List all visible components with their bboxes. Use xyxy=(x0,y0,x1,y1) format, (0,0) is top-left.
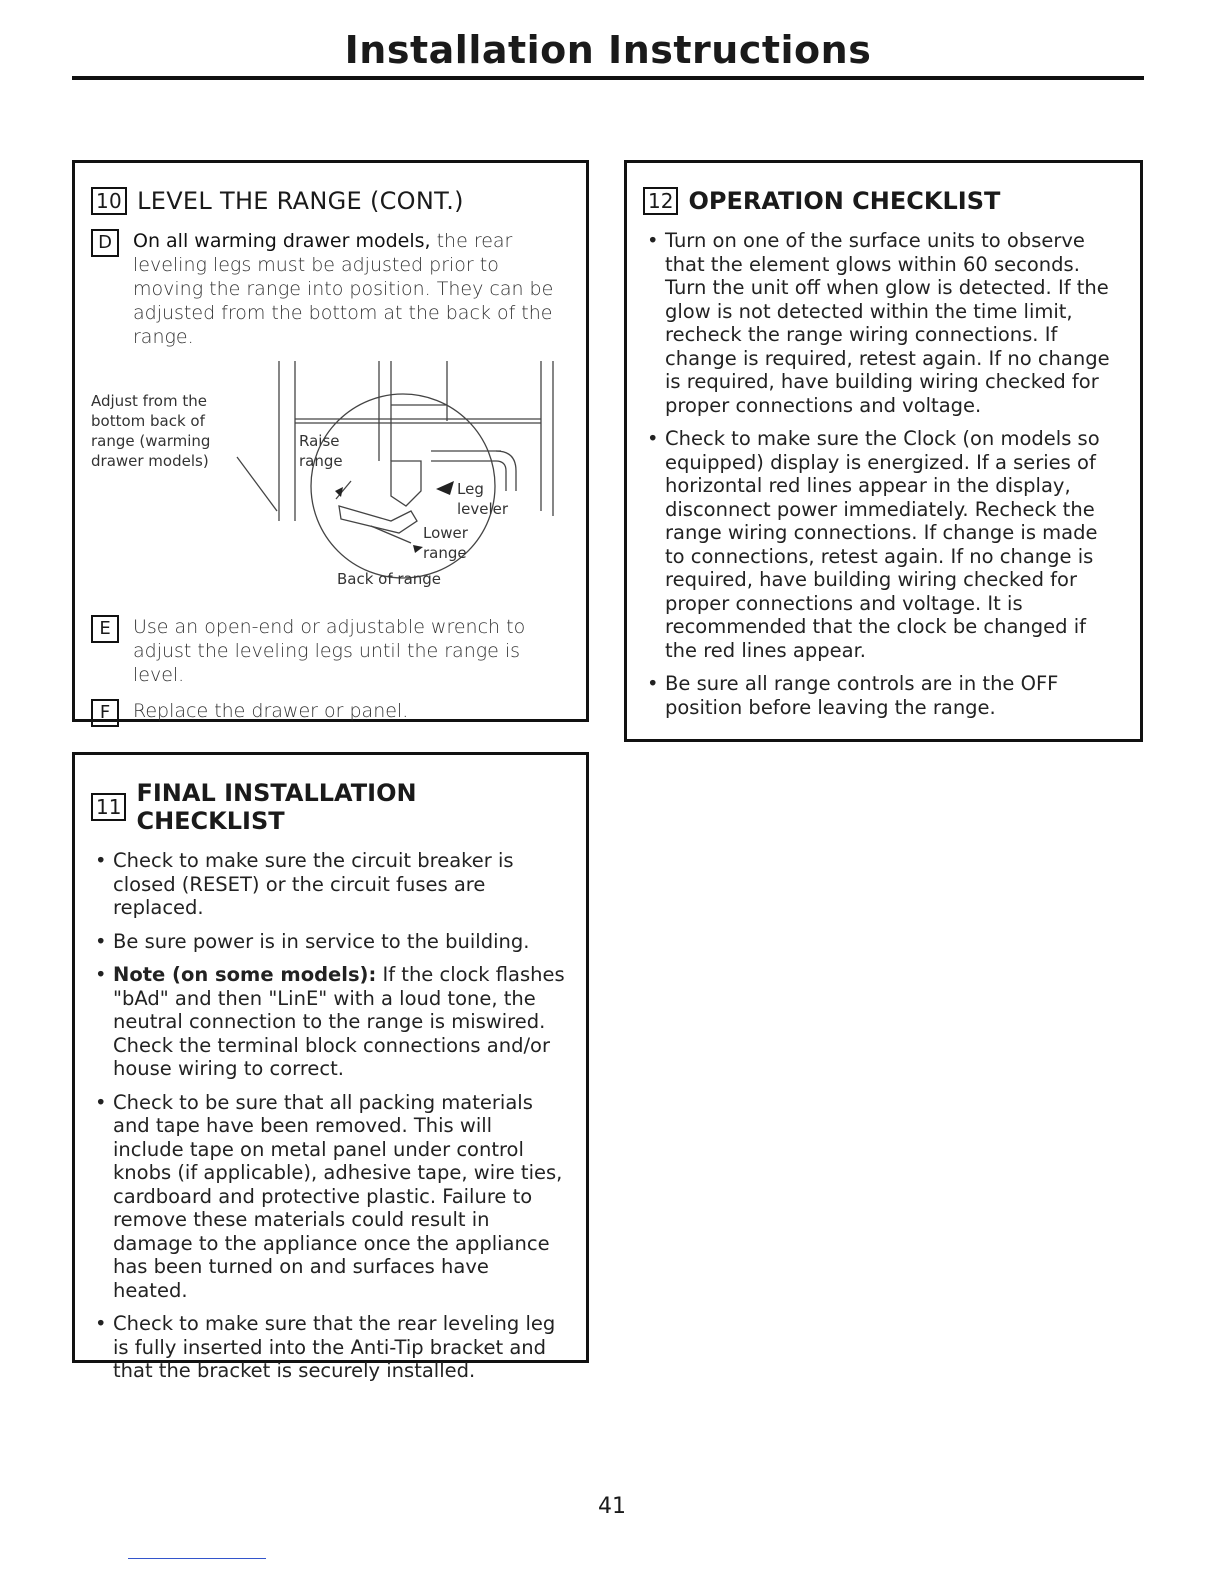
step-e xyxy=(91,615,566,687)
section-11-heading xyxy=(91,779,566,835)
step-d xyxy=(91,229,566,349)
section-12-heading xyxy=(643,187,1118,215)
section-number: 11 xyxy=(91,793,126,821)
step-text: Replace the drawer or panel. xyxy=(133,700,409,722)
list-item: • Check to make sure that the rear leveling leg is fully inserted into the Anti-Tip bracket and that the bracket is securely installed. xyxy=(91,1312,566,1383)
step-bold-text: On all warming drawer models, xyxy=(133,230,431,252)
leg-leveler-label: Leg leveler xyxy=(457,480,509,518)
step-text: Use an open-end or adjustable wrench to adjust the leveling legs until the range is level. xyxy=(133,616,526,686)
step-f xyxy=(91,699,566,727)
section-10-heading xyxy=(91,187,566,215)
step-letter: F xyxy=(91,699,119,727)
page-number: 41 xyxy=(598,1494,626,1519)
final-checklist xyxy=(91,849,566,1383)
section-title: OPERATION CHECKLIST xyxy=(688,187,1001,215)
list-item: • Check to be sure that all packing materials and tape have been removed. This will include tape on metal panel under control knobs (if applicable), adhesive tape, wire ties, cardboard and protective plastic. Failure to remove these materials could result in damage to the appliance once the appliance has been turned on and surfaces have heated. xyxy=(91,1091,566,1303)
list-item: • Check to make sure the circuit breaker is closed (RESET) or the circuit fuses are replaced. xyxy=(91,849,566,920)
leveling-diagram xyxy=(91,361,566,601)
list-item: • Check to make sure the Clock (on models so equipped) display is energized. If a series of horizontal red lines appear in the display, disconnect power immediately. Recheck the range wiring connections. If change is made to connections, retest again. If no change is required, have building wiring checked for proper connections and voltage. It is recommended that the clock be changed if the red lines appear. xyxy=(643,427,1118,662)
section-number: 10 xyxy=(91,187,127,215)
footer-rule xyxy=(128,1558,266,1559)
list-item: • Be sure power is in service to the building. xyxy=(91,930,566,954)
step-text xyxy=(133,229,566,349)
section-level-range xyxy=(72,160,589,722)
section-final-installation-checklist xyxy=(72,752,589,1382)
operation-checklist xyxy=(643,229,1118,719)
raise-range-label: Raise range xyxy=(299,432,343,470)
list-item: • Be sure all range controls are in the OFF position before leaving the range. xyxy=(643,672,1118,719)
title-rule xyxy=(72,76,1144,80)
diagram-caption: Back of range xyxy=(337,570,442,588)
step-body-text: the rear leveling legs must be adjusted prior to moving the range into position. They can be adjusted from the bottom at the back of the range. xyxy=(133,230,554,348)
section-title: LEVEL THE RANGE (CONT.) xyxy=(137,187,464,215)
page-title: Installation Instructions xyxy=(344,28,872,72)
list-item: • Turn on one of the surface units to observe that the element glows within 60 seconds. Turn the unit off when glow is detected. If the glow is not detected within the time limit, recheck the range wiring connections. If change is required, retest again. If no change is required, have building wiring checked for proper connections and voltage. xyxy=(643,229,1118,417)
step-letter: D xyxy=(91,229,119,257)
list-item xyxy=(91,963,566,1081)
section-operation-checklist xyxy=(624,160,1143,742)
note-label: Note (on some models): xyxy=(113,963,377,986)
note-text: If the clock flashes "bAd" and then "LinE" with a loud tone, the neutral connection to the range is miswired. Check the terminal block connections and/or house wiring to correct. xyxy=(113,963,565,1080)
lower-range-label: Lower range xyxy=(423,524,468,562)
section-title: FINAL INSTALLATION CHECKLIST xyxy=(136,779,417,835)
section-number: 12 xyxy=(643,187,678,215)
adjust-label: Adjust from the bottom back of range (warming drawer models) xyxy=(91,392,211,470)
step-letter: E xyxy=(91,615,119,643)
